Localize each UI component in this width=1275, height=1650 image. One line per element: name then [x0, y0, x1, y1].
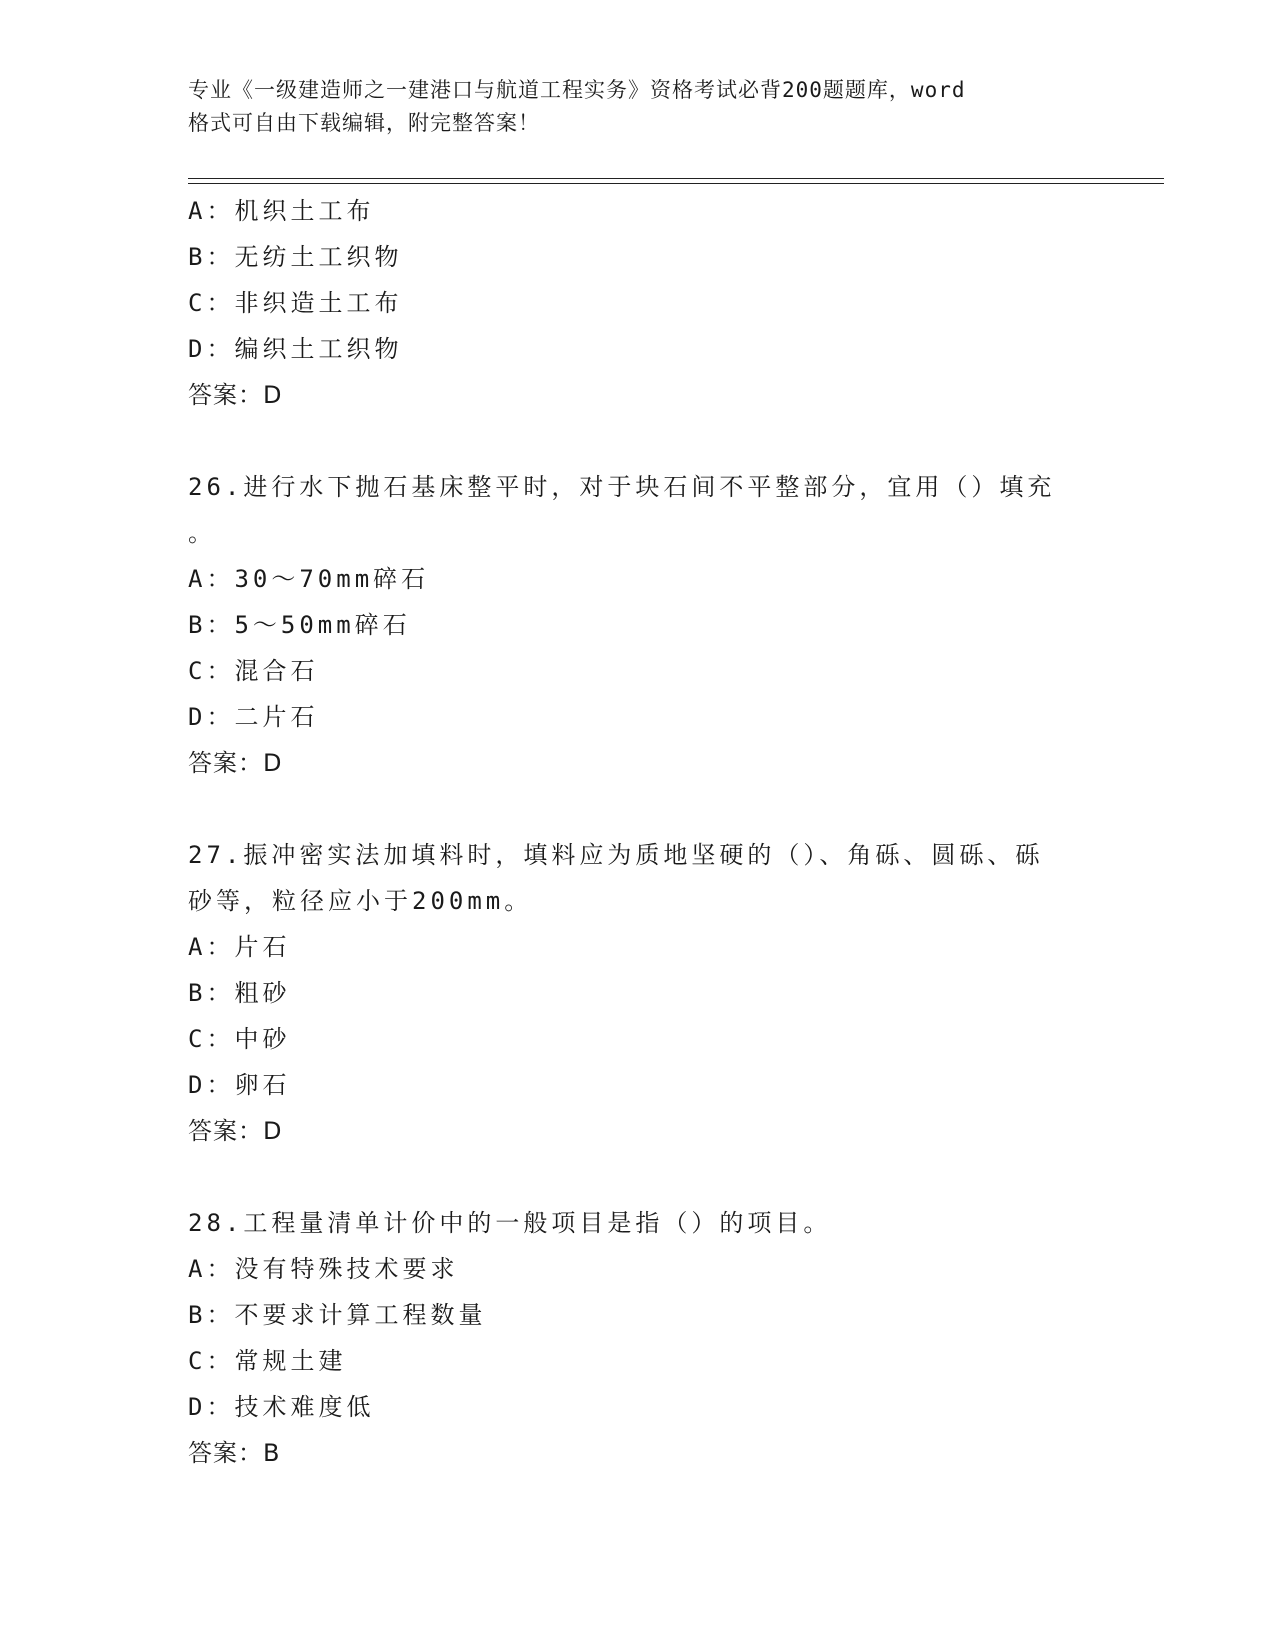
header-divider-top	[188, 178, 1164, 179]
question-stem-line-1: 26.进行水下抛石基床整平时，对于块石间不平整部分，宜用（）填充	[188, 473, 1056, 501]
header-line-2: 格式可自由下载编辑，附完整答案！	[188, 111, 540, 135]
question-list	[188, 188, 1088, 1476]
question-25-block	[188, 188, 1088, 418]
answer-line: 答案：D	[188, 749, 283, 777]
option-c: C：混合石	[188, 657, 319, 685]
option-a: A：机织土工布	[188, 197, 375, 225]
question-stem-line-1: 27.振冲密实法加填料时，填料应为质地坚硬的（）、角砾、圆砾、砾	[188, 841, 1044, 869]
spacer	[188, 1154, 1088, 1200]
option-a: A：30～70mm碎石	[188, 565, 430, 593]
document-header	[188, 74, 1088, 140]
spacer	[188, 418, 1088, 464]
header-line-1: 专业《一级建造师之一建港口与航道工程实务》资格考试必背200题题库，word	[188, 78, 966, 102]
option-a: A：片石	[188, 933, 291, 961]
option-d: D：卵石	[188, 1071, 291, 1099]
option-b: B：5～50mm碎石	[188, 611, 411, 639]
answer-line: 答案：D	[188, 1117, 283, 1145]
option-b: B：不要求计算工程数量	[188, 1301, 487, 1329]
answer-line: 答案：D	[188, 381, 283, 409]
option-d: D：技术难度低	[188, 1393, 375, 1421]
question-26-block	[188, 464, 1088, 786]
question-stem-line-2: 砂等，粒径应小于200mm。	[188, 887, 533, 915]
option-c: C：非织造土工布	[188, 289, 403, 317]
header-divider-bottom	[188, 183, 1164, 184]
question-27-block	[188, 832, 1088, 1154]
spacer	[188, 786, 1088, 832]
option-b: B：粗砂	[188, 979, 291, 1007]
option-d: D：二片石	[188, 703, 319, 731]
option-b: B：无纺土工织物	[188, 243, 403, 271]
option-c: C：中砂	[188, 1025, 291, 1053]
answer-line: 答案：B	[188, 1439, 281, 1467]
option-d: D：编织土工织物	[188, 335, 403, 363]
option-a: A：没有特殊技术要求	[188, 1255, 459, 1283]
option-c: C：常规土建	[188, 1347, 347, 1375]
question-stem-line-2: 。	[188, 519, 216, 547]
question-28-block	[188, 1200, 1088, 1476]
question-stem-line-1: 28.工程量清单计价中的一般项目是指（）的项目。	[188, 1209, 832, 1237]
